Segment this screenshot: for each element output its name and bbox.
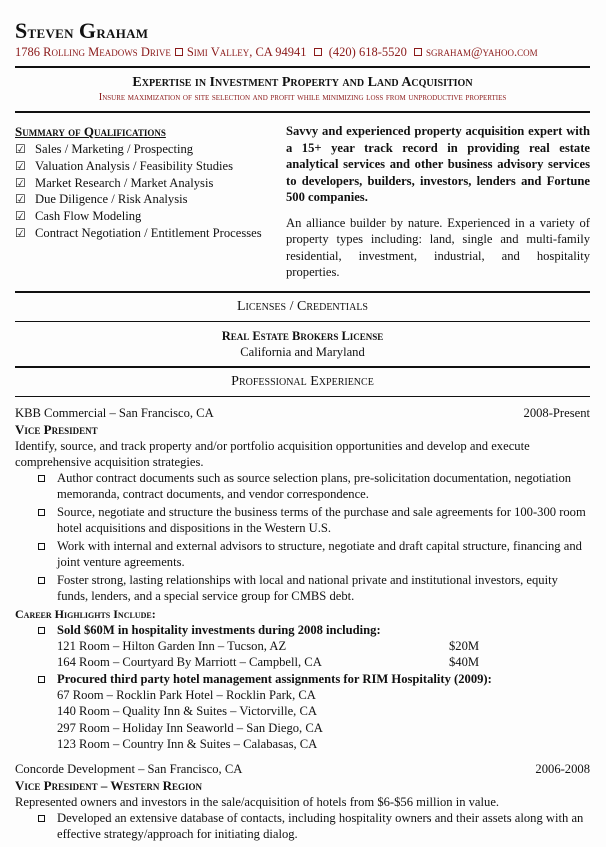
checkbox-checked-icon: ☑ bbox=[15, 225, 26, 240]
checkbox-checked-icon: ☑ bbox=[15, 192, 26, 207]
divider bbox=[15, 396, 590, 397]
job-entry bbox=[15, 761, 590, 842]
checkbox-checked-icon: ☑ bbox=[15, 209, 26, 224]
summary-section bbox=[15, 123, 590, 281]
profile-bold: Savvy and experienced property acquisition expert with a 15+ year track record in providing real estate analytical services and other business advisory services to developers, builders, investors, lenders and Fortune 500 companies. bbox=[286, 124, 590, 204]
highlight-item: Procured third party hotel management assignments for RIM Hospitality (2009): bbox=[15, 671, 590, 687]
deal-amount: $40M bbox=[449, 655, 480, 670]
square-bullet-icon bbox=[314, 48, 322, 56]
square-bullet-icon bbox=[38, 543, 45, 550]
license-name: Real Estate Brokers License bbox=[221, 328, 384, 343]
highlight-property: 67 Room – Rocklin Park Hotel – Rocklin Park, CA bbox=[57, 687, 316, 702]
checkbox-checked-icon: ☑ bbox=[15, 158, 26, 173]
qualification-item: ☑ Valuation Analysis / Feasibility Studies bbox=[15, 158, 234, 173]
divider bbox=[15, 66, 590, 68]
divider bbox=[15, 366, 590, 368]
qualifications bbox=[15, 123, 272, 281]
square-bullet-icon bbox=[175, 48, 183, 56]
highlights-heading: Career Highlights Include: bbox=[15, 606, 156, 621]
job-dates: 2008-Present bbox=[523, 405, 590, 420]
highlight-property: 297 Room – Holiday Inn Seaworld – San Diego, CA bbox=[57, 720, 323, 735]
job-title: Vice President bbox=[15, 421, 98, 437]
address: 1786 Rolling Meadows Drive bbox=[15, 45, 171, 59]
email-link[interactable]: sgraham@yahoo.com bbox=[426, 45, 538, 59]
square-bullet-icon bbox=[38, 577, 45, 584]
highlight-property: 140 Room – Quality Inn & Suites – Victorville, CA bbox=[57, 704, 317, 719]
license-states: California and Maryland bbox=[240, 344, 365, 359]
headline-title: Expertise in Investment Property and Land Acquisition bbox=[132, 75, 473, 90]
qualification-item: ☑ Market Research / Market Analysis bbox=[15, 175, 214, 190]
qualification-item: ☑ Due Diligence / Risk Analysis bbox=[15, 192, 188, 207]
qualification-item: ☑ Contract Negotiation / Entitlement Processes bbox=[15, 225, 262, 240]
highlight-property: 164 Room – Courtyard By Marriott – Campbell, CA $40M bbox=[57, 655, 480, 670]
square-bullet-icon bbox=[38, 627, 45, 634]
contact-line bbox=[15, 45, 590, 60]
phone: (420) 618-5520 bbox=[328, 45, 407, 59]
city: Simi Valley, CA 94941 bbox=[186, 45, 307, 59]
licenses-heading: Licenses / Credentials bbox=[236, 298, 368, 314]
job-title: Vice President – Western Region bbox=[15, 778, 203, 794]
profile bbox=[286, 123, 590, 281]
job-bullet: Source, negotiate and structure the business terms of the purchase and sale agreements for 100-300 room hotel acquisitions and dispositions in the Western U.S. bbox=[15, 504, 590, 536]
profile-text: An alliance builder by nature. Experienced in a variety of property types including: land, single and multi-family residential, investment, industrial, and hospitality properties. bbox=[286, 215, 590, 279]
company: Concorde Development – San Francisco, CA bbox=[15, 762, 243, 777]
job-bullet: Work with internal and external advisors to structure, negotiate and draft capital structure, financing and joint venture agreements. bbox=[15, 538, 590, 570]
experience-heading: Professional Experience bbox=[231, 373, 374, 389]
job-dates: 2006-2008 bbox=[535, 762, 590, 777]
qualifications-heading: Summary of Qualifications bbox=[15, 124, 166, 139]
candidate-name: Steven Graham bbox=[15, 18, 149, 43]
headline-subtitle: Insure maximization of site selection and profit while minimizing loss from unproductive properties bbox=[98, 92, 507, 103]
square-bullet-icon bbox=[414, 48, 422, 56]
square-bullet-icon bbox=[38, 815, 45, 822]
job-bullet: Foster strong, lasting relationships with local and national private and institutional investors, equity funds, lenders, and a special service group for CMBS debt. bbox=[15, 572, 590, 604]
qualification-item: ☑ Cash Flow Modeling bbox=[15, 209, 142, 224]
checkbox-checked-icon: ☑ bbox=[15, 142, 26, 156]
square-bullet-icon bbox=[38, 475, 45, 482]
job-summary: Identify, source, and track property and/or portfolio acquisition opportunities and develop and execute comprehensive acquisition strategies. bbox=[15, 438, 530, 469]
job-entry bbox=[15, 405, 590, 754]
deal-amount: $20M bbox=[449, 638, 480, 653]
job-bullet: Developed an extensive database of contacts, including hospitality owners and their assets along with an effective strategy/approach for initiating dialog. bbox=[15, 810, 590, 842]
square-bullet-icon bbox=[38, 676, 45, 683]
job-bullet: Author contract documents such as source selection plans, pre-solicitation documentation, negotiation memoranda, contract documents, and vendor correspondence. bbox=[15, 470, 590, 502]
divider bbox=[15, 291, 590, 293]
divider bbox=[15, 321, 590, 322]
checkbox-checked-icon: ☑ bbox=[15, 175, 26, 190]
company: KBB Commercial – San Francisco, CA bbox=[15, 405, 214, 420]
highlight-property: 123 Room – Country Inn & Suites – Calabasas, CA bbox=[57, 737, 318, 752]
highlight-item: Sold $60M in hospitality investments during 2008 including: bbox=[15, 622, 590, 638]
highlight-property: 121 Room – Hilton Garden Inn – Tucson, AZ $20M bbox=[57, 638, 480, 653]
divider bbox=[15, 111, 590, 113]
square-bullet-icon bbox=[38, 509, 45, 516]
qualification-item: ☑ Sales / Marketing / Prospecting bbox=[15, 142, 194, 156]
job-summary: Represented owners and investors in the sale/acquisition of hotels from $6-$56 million in value. bbox=[15, 795, 500, 810]
